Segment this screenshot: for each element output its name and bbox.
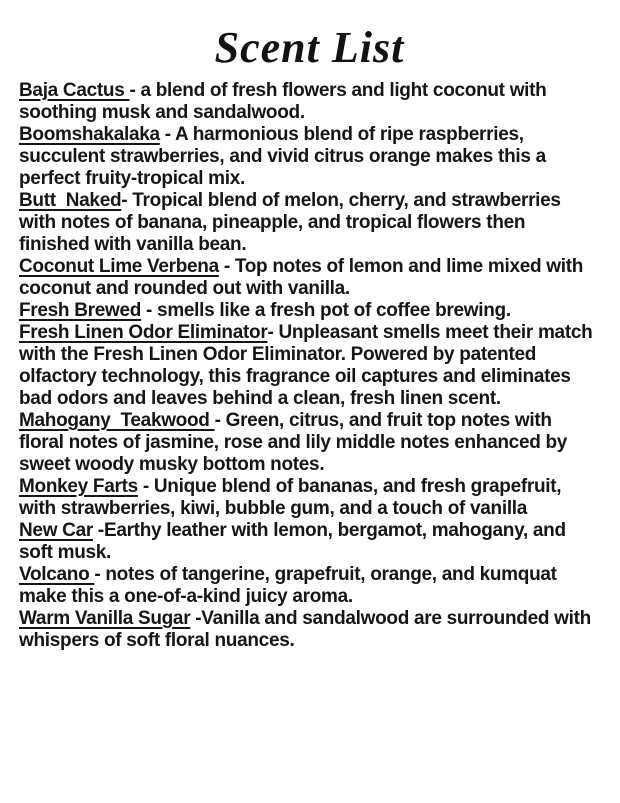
scent-description: - a blend of fresh flowers and light coconut with soothing musk and sandalwood. [19,80,552,123]
scent-description: - Unique blend of bananas, and fresh grapefruit, with strawberries, kiwi, bubble gum, and a touch of vanilla [19,476,567,519]
scent-description: - Green, citrus, and fruit top notes with floral notes of jasmine, rose and lily middle notes enhanced by sweet woody musky bottom notes. [19,410,573,475]
scent-description: - Unpleasant smells meet their match with the Fresh Linen Odor Eliminator. Powered by patented olfactory technology, this fragrance oil captures and eliminates bad odors and leaves behind a clean, fresh linen scent. [19,322,598,409]
scent-entry [19,476,600,520]
scent-name: Mahogany Teakwood [19,410,215,431]
scent-entry [19,564,600,608]
scent-name: Volcano [19,564,95,585]
scent-entry [19,80,600,124]
scent-description: - Top notes of lemon and lime mixed with coconut and rounded out with vanilla. [19,256,589,299]
scent-name: Boomshakalaka [19,124,160,145]
scent-name: Monkey Farts [19,476,138,497]
scent-entry [19,608,600,652]
scent-name: Coconut Lime Verbena [19,256,219,277]
page-title: Scent List [214,23,405,72]
scent-list [19,80,600,652]
scent-description: - Tropical blend of melon, cherry, and strawberries with notes of banana, pineapple, and tropical flowers then finished with vanilla bean. [19,190,566,255]
scent-entry [19,256,600,300]
scent-entry [19,322,600,410]
scent-entry [19,410,600,476]
scent-entry [19,124,600,190]
scent-entry [19,300,600,322]
scent-description: - notes of tangerine, grapefruit, orange, and kumquat make this a one-of-a-kind juicy aroma. [19,564,562,607]
scent-entry [19,190,600,256]
scent-description: - A harmonious blend of ripe raspberries, succulent strawberries, and vivid citrus orange makes this a perfect fruity-tropical mix. [19,124,551,189]
scent-name: Baja Cactus [19,80,130,101]
scent-name: Warm Vanilla Sugar [19,608,191,629]
scent-name: New Car [19,520,93,541]
scent-name: Fresh Linen Odor Eliminator [19,322,268,343]
scent-entry [19,520,600,564]
scent-description: -Vanilla and sandalwood are surrounded with whispers of soft floral nuances. [19,608,596,651]
scent-description: -Earthy leather with lemon, bergamot, mahogany, and soft musk. [19,520,571,563]
scent-description: - smells like a fresh pot of coffee brewing. [141,300,511,321]
scent-name: Fresh Brewed [19,300,142,321]
scent-name: Butt Naked [19,190,122,211]
